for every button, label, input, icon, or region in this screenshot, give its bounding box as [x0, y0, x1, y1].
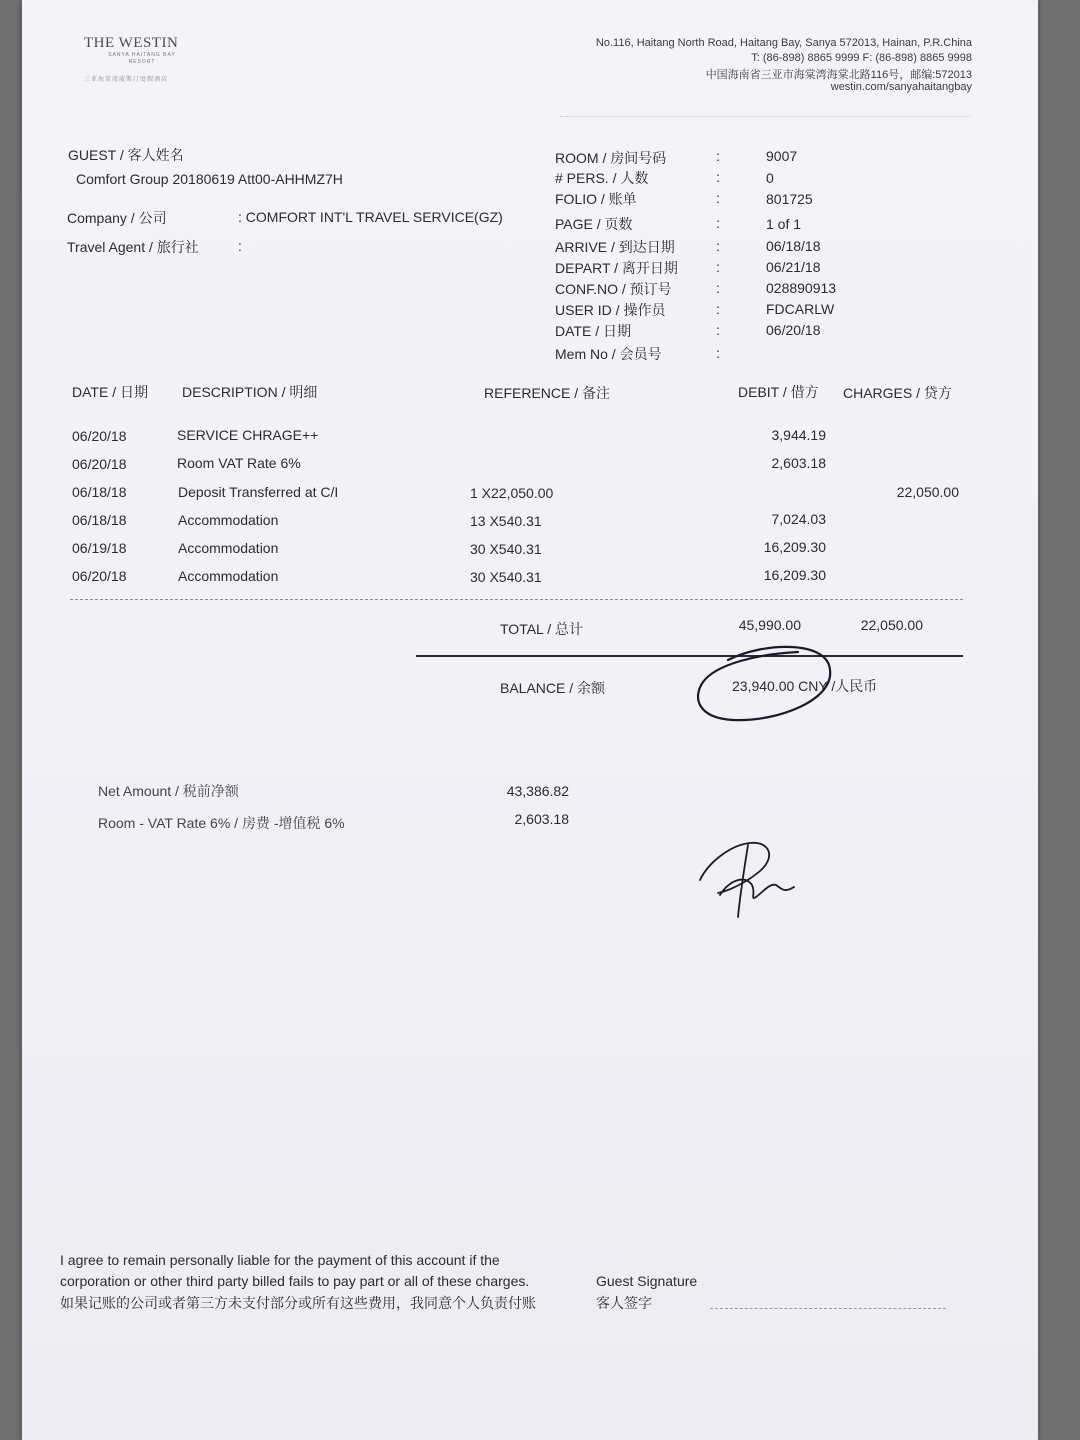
- hotel-address-en: No.116, Haitang North Road, Haitang Bay, Sanya 572013, Hainan, P.R.China: [595, 37, 972, 49]
- row-debit: 7,024.03: [771, 511, 826, 527]
- col-charges: CHARGES / 贷方: [843, 385, 952, 401]
- logo-sub-line2: RESORT: [128, 59, 156, 65]
- info-label: DATE / 日期: [555, 323, 631, 339]
- info-label: ROOM / 房间号码: [555, 150, 667, 166]
- col-debit: DEBIT / 借方: [738, 384, 819, 400]
- col-description: DESCRIPTION / 明细: [182, 384, 318, 400]
- balance-value: 23,940.00 CNY /人民币: [732, 678, 878, 694]
- row-date: 06/19/18: [72, 540, 127, 556]
- company-value: : COMFORT INT'L TRAVEL SERVICE(GZ): [238, 209, 503, 225]
- guest-signature-label: Guest Signature: [596, 1273, 698, 1289]
- row-date: 06/20/18: [72, 428, 127, 444]
- row-debit: 2,603.18: [771, 455, 826, 471]
- logo-chinese: 三亚海棠湾威斯汀度假酒店: [84, 77, 169, 83]
- info-value: 801725: [766, 191, 813, 207]
- row-description: Accommodation: [178, 540, 279, 556]
- folio-paper: [22, 0, 1038, 1440]
- guest-signature-cn: 客人签字: [596, 1295, 652, 1311]
- total-charges: 22,050.00: [860, 617, 923, 633]
- info-label: # PERS. / 人数: [555, 170, 649, 186]
- info-sep: :: [716, 280, 720, 296]
- info-label: FOLIO / 账单: [555, 191, 637, 207]
- row-reference: 1 X22,050.00: [470, 485, 554, 501]
- row-description: Deposit Transferred at C/I: [178, 484, 339, 500]
- info-label: DEPART / 离开日期: [555, 260, 678, 276]
- hotel-address-cn: 中国海南省三亚市海棠湾海棠北路116号，邮编:572013: [705, 69, 972, 81]
- info-value: 1 of 1: [766, 216, 802, 232]
- info-label: ARRIVE / 到达日期: [555, 239, 675, 255]
- liability-chinese: 如果记账的公司或者第三方未支付部分或所有这些费用，我同意个人负责付账: [60, 1295, 536, 1311]
- row-charges: 22,050.00: [896, 484, 959, 500]
- total-label: TOTAL / 总计: [500, 621, 583, 637]
- info-label: PAGE / 页数: [555, 216, 633, 232]
- info-sep: :: [716, 169, 720, 185]
- info-sep: :: [716, 148, 720, 164]
- info-sep: :: [716, 215, 720, 231]
- liability-line-2: corporation or other third party billed fails to pay part or all of these charges.: [60, 1273, 530, 1289]
- row-description: SERVICE CHRAGE++: [177, 427, 319, 443]
- info-sep: :: [716, 238, 720, 254]
- guest-label: GUEST / 客人姓名: [68, 147, 184, 163]
- col-reference: REFERENCE / 备注: [484, 385, 611, 401]
- vat-value: 2,603.18: [514, 811, 569, 827]
- balance-label: BALANCE / 余额: [500, 680, 606, 696]
- row-description: Room VAT Rate 6%: [177, 455, 301, 471]
- header-divider: [560, 116, 970, 118]
- net-amount-value: 43,386.82: [506, 783, 569, 799]
- company-label: Company / 公司: [67, 210, 167, 226]
- col-date: DATE / 日期: [72, 384, 148, 400]
- row-date: 06/20/18: [72, 568, 127, 584]
- net-amount-label: Net Amount / 税前净额: [98, 783, 239, 799]
- info-label: Mem No / 会员号: [555, 346, 662, 362]
- total-debit: 45,990.00: [738, 617, 801, 633]
- row-debit: 16,209.30: [763, 567, 826, 583]
- info-sep: :: [716, 259, 720, 275]
- info-value: 06/18/18: [766, 238, 821, 254]
- row-reference: 30 X540.31: [470, 541, 542, 557]
- table-bottom-divider: [70, 599, 963, 601]
- row-date: 06/18/18: [72, 484, 127, 500]
- info-label: CONF.NO / 预订号: [555, 281, 672, 297]
- info-sep: :: [716, 190, 720, 206]
- info-sep: :: [716, 322, 720, 338]
- info-value: 9007: [766, 148, 798, 164]
- row-debit: 3,944.19: [771, 427, 826, 443]
- info-label: USER ID / 操作员: [555, 302, 666, 318]
- row-date: 06/20/18: [72, 456, 127, 472]
- row-description: Accommodation: [178, 568, 279, 584]
- handwritten-signature: [690, 835, 810, 930]
- westin-logo: THE WESTIN: [84, 35, 179, 51]
- hotel-phone: T: (86-898) 8865 9999 F: (86-898) 8865 9998: [751, 52, 972, 64]
- row-reference: 13 X540.31: [470, 513, 542, 529]
- liability-line-1: I agree to remain personally liable for the payment of this account if the: [60, 1252, 500, 1268]
- logo-subtitle: [92, 52, 192, 66]
- info-value: 028890913: [766, 280, 837, 296]
- signature-line: [710, 1308, 946, 1309]
- info-value: 06/21/18: [766, 259, 821, 275]
- row-reference: 30 X540.31: [470, 569, 542, 585]
- guest-value: Comfort Group 20180619 Att00-AHHMZ7H: [76, 171, 343, 187]
- info-sep: :: [716, 345, 720, 361]
- info-value: 06/20/18: [766, 322, 821, 338]
- hotel-website: westin.com/sanyahaitangbay: [830, 81, 972, 93]
- pen-circle-mark: [688, 640, 848, 730]
- vat-label: Room - VAT Rate 6% / 房费 -增值税 6%: [98, 815, 345, 831]
- row-debit: 16,209.30: [763, 539, 826, 555]
- travel-agent-label: Travel Agent / 旅行社: [67, 239, 199, 255]
- info-value: 0: [766, 170, 774, 186]
- info-sep: :: [716, 301, 720, 317]
- travel-agent-value: :: [238, 238, 242, 254]
- row-description: Accommodation: [178, 512, 279, 528]
- logo-sub-line1: SANYA HAITANG BAY: [108, 52, 176, 58]
- row-date: 06/18/18: [72, 512, 127, 528]
- info-value: FDCARLW: [766, 301, 835, 317]
